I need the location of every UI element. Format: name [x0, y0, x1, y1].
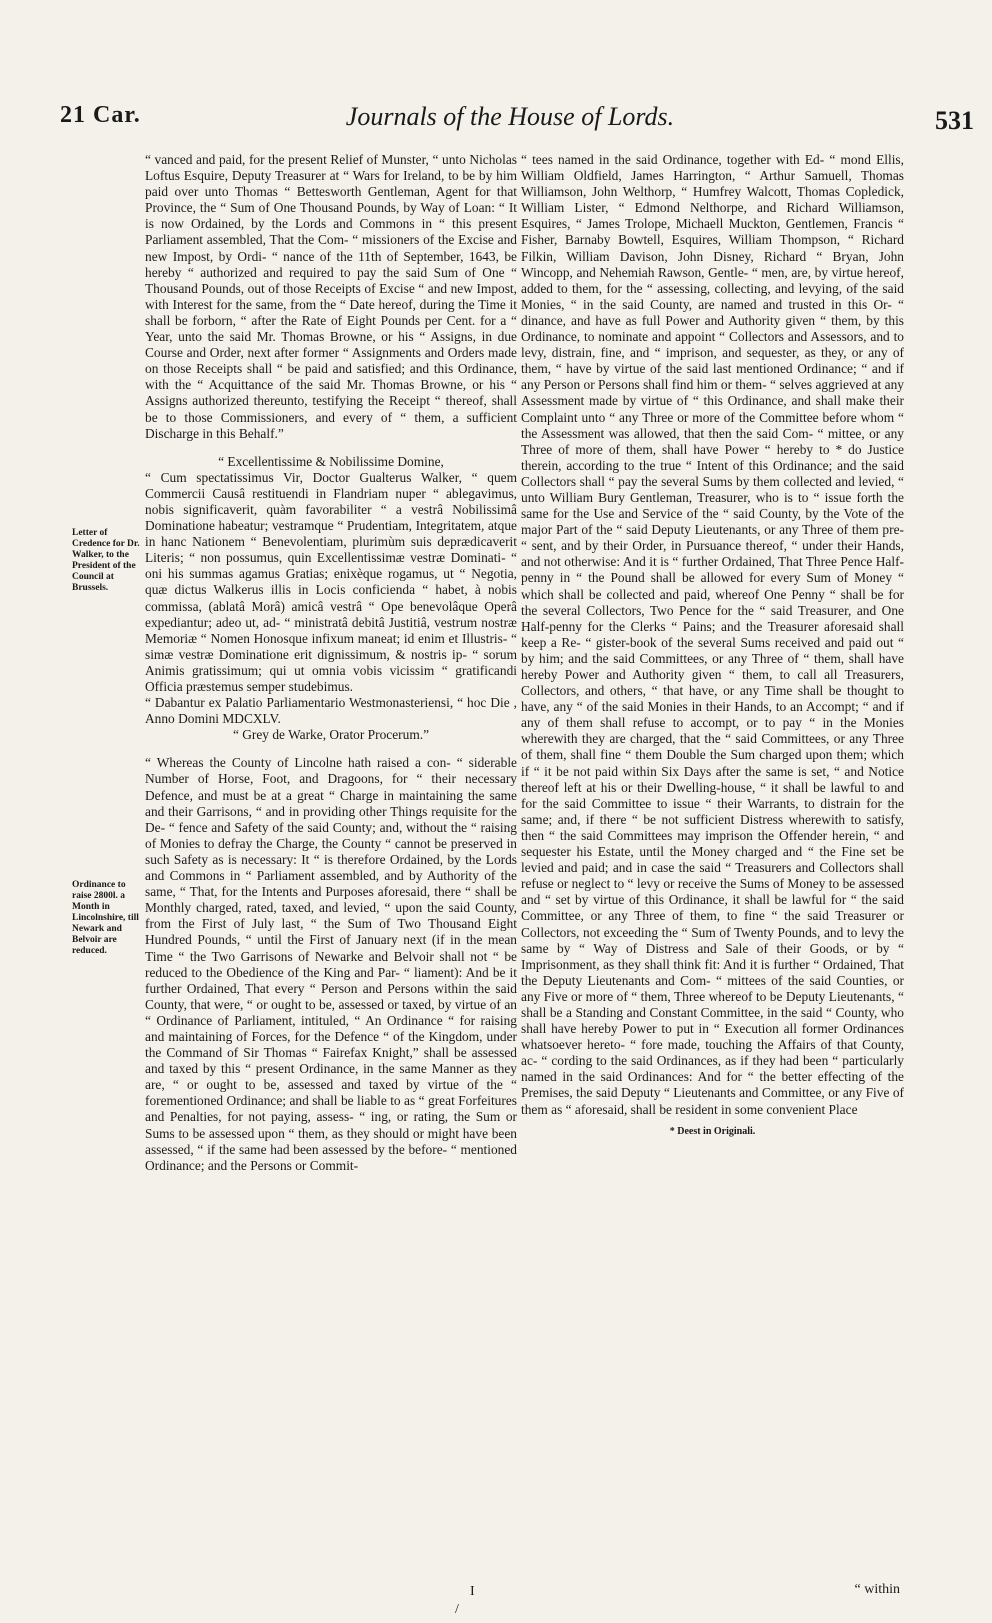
page-number: 531	[935, 106, 974, 135]
right-column	[521, 152, 904, 1140]
paragraph: “ Cum spectatissimus Vir, Doctor Gualterus Walker, “ quem Commercii Causâ restituendi in Flandriam nuper “ ablegavimus, nobis significaverit, quàm favorabiliter “ a vestrâ Nobilissimâ Dominatione habeatur; vestramque “ Prudentiam, Integritatem, atque in hanc Nationem “ Benevolentiam, plurimùm suis deprædicaverit Literis; “ non possumus, quin Excellentissimæ vestræ Dominati- “ oni his summas agamus Gratias; enixèque rogamus, ut “ Negotia, quæ dictus Walkerus illis in Locis conficienda “ habet, à nobis commissa, (ablatâ Morâ) amicâ vestrâ “ Ope benevolâque Operâ expediantur; adeo ut, ad- “ ministratâ debitâ Justitiâ, vestrum nostræ Memoriæ “ Nomen Honosque infixum maneat; id enim et Illustris- “ simæ vestræ Dominatione erit dignissimum, & nostris ip- “ sorum Animis gratissimum; qui ut omnia vobis vicissim “ gratificandi Officia præstemus semper studebimus.	[145, 469, 517, 694]
catchword: “ within	[854, 1582, 900, 1597]
footnote: * Deest in Originali.	[669, 1125, 756, 1137]
dateline: “ Dabantur ex Palatio Parliamentario Westmonasteriensi, “ hoc Die , Anno Domini MDCXLV.	[145, 695, 517, 727]
paragraph: “ tees named in the said Ordinance, together with Ed- “ mond Ellis, William Oldfield, James Harrington, “ Arthur Samuell, Thomas Williamson, John Welthorp, “ Humfrey Walcott, Thomas Copledick, William Lister, “ Edmond Nelthorpe, and Richard Williamson, Esquires, “ James Trolope, Michaell Muckton, Gentlemen, Francis “ Fisher, Barnaby Bowtell, Esquires, William Thompson, “ Richard Filkin, William Davison, John Disney, Richard “ Bryan, John Wincopp, and Nehemiah Rawson, Gentle- “ men, are, by virtue hereof, added to them, for the “ assessing, collecting, and levying, of the said Monies, “ in the said County, are named and trusted in this Or- “ dinance, and have as full Power and Authority given “ them, by this Ordinance, to nominate and appoint “ Collectors and Assessors, and to levy, distrain, fine, and “ imprison, and sequester, as they, or any of them, “ have by virtue of the said last mentioned Ordinance; “ and if any Person or Persons shall find him or them- “ selves aggrieved at any Assessment made by virtue of “ this Ordinance, and shall make their Complaint unto “ any Three or more of the Committee before whom “ the Assessment was allowed, that then the said Com- “ mittee, or any Three of more of them, shall have Power “ hereby to * do Justice therein, according to the true “ Intent of this Ordinance; and the said Collectors shall “ pay the several Sums by them collected and levied, “ unto William Bury Gentleman, Treasurer, who is to “ issue forth the same for the Use and Service of the “ said County, by the Vote of the major Part of the “ said Deputy Lieutenants, or any Three of them pre- “ sent, and by their Order, in Pursuance thereof, “ under their Hands, and not otherwise: And it is “ further Ordained, That Three Pence Half-penny in “ the Pound shall be allowed for every Sum of Money “ which shall be collected and paid, whereof One Penny “ shall be for the several Collectors, Two Pence for the “ said Treasurer, and One Half-penny for the Clerks “ Pains; and the Treasurer aforesaid shall keep a Re- “ gister-book of the several Sums received and paid out “ by him; and the said Committees, or any Three of “ them, shall have hereby Power and Authority given “ them, to call all Treasurers, Collectors, and others, “ that have, or any Time shall be thought to have, any “ of the said Monies in their Hands, to an Accompt; “ and if any of them shall refuse to accompt, or to pay “ in the Monies wherewith they are charged, that the “ said Committees, or any Three of them, shall fine “ them Double the Sum charged upon them; which if “ it be not paid within Six Days after the same is set, “ and Notice thereof left at his or their Dwelling-house, “ it shall be lawful to and for the said Committee to issue “ their Warrants, to distrain for the same; and, if there “ be not sufficient Distress wherewith to satisfy, then “ the said Committees may imprison the Offender herein, “ and sequester his Estate, until the Money charged and “ the Fine set be levied and paid; and in case the said “ Treasurers and Collectors shall refuse or neglect to “ levy or receive the Sums of Money to be assessed and “ set by virtue of this Ordinance, it shall be lawful for “ the said Committee, or any Three of them, to fine “ the said Treasurer or Collectors, not exceeding the “ Sum of Twenty Pounds, and to levy the same by “ Way of Distress and Sale of their Goods, or by “ Imprisonment, as they shall think fit: And it is further “ Ordained, That the Deputy Lieutenants and Com- “ mittees of the said Counties, or any Five or more of “ them, Three whereof to be Deputy Lieutenants, “ shall be a Standing and Constant Committee, in the said “ County, who shall have hereby Power to put in “ Execution all former Ordinances whatsoever hereto- “ fore made, touching the Affairs of that County, ac- “ cording to the said Ordinances, as if they had been “ particularly named in the said Ordinances: And for “ the better effecting of the Premises, the said Deputy “ Lieutenants and Committee, or any Five of them as “ aforesaid, shall be resident in some convenient Place	[521, 152, 904, 1117]
paragraph: “ vanced and paid, for the present Relief of Munster, “ unto Nicholas Loftus Esquire, Deputy Treasurer at “ Wars for Ireland, to be by him paid over unto Thomas “ Bettesworth Gentleman, Agent for that Province, the “ Sum of One Thousand Pounds, by Way of Loan: “ It is now Ordained, by the Lords and Commons in “ this present Parliament assembled, That the Com- “ missioners of the Excise and new Impost, by Ordi- “ nance of the 11th of September, 1643, be hereby “ authorized and required to pay the said Sum of One “ Thousand Pounds, out of those Receipts of Excise “ and new Impost, with Interest for the same, from the “ Date hereof, during the Time it shall be forborn, “ after the Rate of Eight Pounds per Cent. for a “ Year, unto the said Mr. Thomas Browne, or his “ Assigns, in due Course and Order, next after former “ Assignments and Orders made on those Receipts shall “ be paid and satisfied; and this Ordinance, with the “ Acquittance of the said Mr. Thomas Browne, or his “ Assigns authorized thereunto, testifying the Receipt “ thereof, shall be to those Commissioners, and every of “ them, a sufficient Discharge in this Behalf.”	[145, 152, 517, 441]
paragraph: “ Whereas the County of Lincolne hath raised a con- “ siderable Number of Horse, Foot, and Dragoons, for “ their necessary Defence, and must be at a great “ Charge in maintaining the same and their Garrisons, “ and in providing other Things requisite for the De- “ fence and Safety of the said County; and, without the “ raising of Monies to defray the Charge, the County “ cannot be preserved in such Safety as is necessary: It “ is therefore Ordained, by the Lords and Commons in “ Parliament assembled, and by Authority of the same, “ That, for the Intents and Purposes aforesaid, there “ shall be Monthly charged, rated, taxed, and levied, “ upon the said County, from the First of July last, “ the Sum of Two Thousand Eight Hundred Pounds, “ until the First of January next (if in the mean Time “ the Two Garrisons of Newarke and Belvoir shall not “ be reduced to the Obedience of the King and Par- “ liament): And be it further Ordained, That every “ Person and Persons within the said County, that were, “ or ought to be, assessed or taxed, by virtue of an “ Ordinance of Parliament, intituled, “ An Ordinance “ for raising and maintaining of Forces, for the Defence “ of the Kingdom, under the Command of Sir Thomas “ Fairefax Knight,” shall be assessed and taxed by this “ present Ordinance, in the same Manner as they are, “ or ought to be, assessed and taxed by virtue of the “ forementioned Ordinance; and shall be liable to as “ great Forfeitures and Penalties, for not paying, assess- “ ing, or rating, the Sum or Sums to be assessed upon “ them, as they should or might have been assessed, “ if the same had been assessed by the before- “ mentioned Ordinance; and the Persons or Commit-	[145, 755, 517, 1173]
running-title: Journals of the House of Lords.	[345, 102, 675, 131]
margin-note-ordinance: Ordinance to raise 2800l. a Month in Lincolnshire, till Newark and Belvoir are reduced.	[72, 880, 139, 956]
page-header	[60, 102, 974, 142]
signature: “ Grey de Warke, Orator Procerum.”	[232, 727, 430, 743]
margin-note-letter: Letter of Credence for Dr. Walker, to the President of the Council at Brussels.	[72, 528, 140, 593]
stray-mark: /	[455, 1602, 459, 1617]
signature-mark: I	[470, 1584, 475, 1599]
salutation: “ Excellentissime & Nobilissime Domine,	[218, 453, 444, 469]
left-column	[145, 152, 517, 1174]
regnal-year: 21 Car.	[60, 102, 141, 128]
